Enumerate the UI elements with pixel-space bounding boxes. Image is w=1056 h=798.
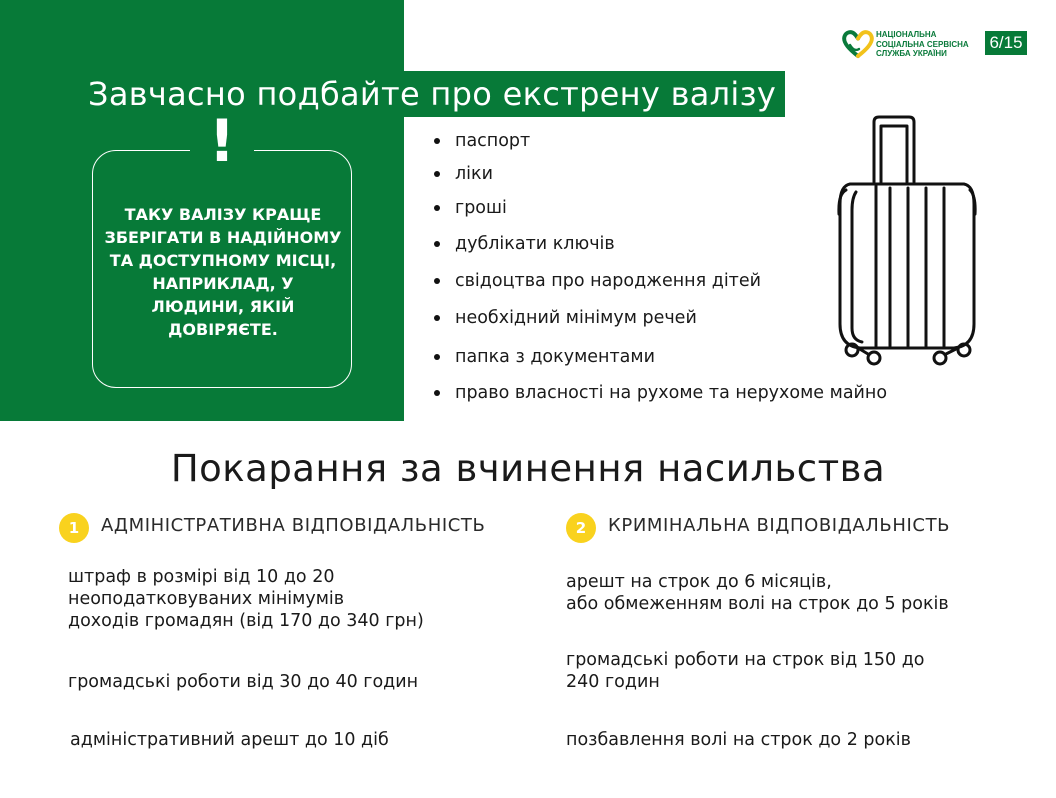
logo-text [876,30,969,59]
list-item: паспорт [434,130,530,152]
bullet-icon [434,390,440,396]
note-text: ТАКУ ВАЛІЗУ КРАЩЕ ЗБЕРІГАТИ В НАДІЙНОМУ ТА ДОСТУПНОМУ МІСЦІ, НАПРИКЛАД, У ЛЮДИНИ, ЯКІЙ ДОВІРЯЄТЕ. [104,205,342,339]
number-badge: 2 [566,513,596,543]
criminal-heading: КРИМІНАЛЬНА ВІДПОВІДАЛЬНІСТЬ [608,515,951,536]
list-item: необхідний мінімум речей [434,307,697,329]
penalty-item: штраф в розмірі від 10 до 20 неоподатковуваних мінімумів доходів громадян (від 170 до 340 грн) [68,567,424,631]
logo-line: СЛУЖБА УКРАЇНИ [876,49,947,58]
list-item: свідоцтва про народження дітей [434,270,761,292]
list-item: право власності на рухоме та нерухоме майно [434,382,887,404]
section-title: Покарання за вчинення насильства [170,447,886,490]
list-item: гроші [434,197,507,219]
bullet-icon [434,315,440,321]
administrative-heading: АДМІНІСТРАТИВНА ВІДПОВІДАЛЬНІСТЬ [101,515,486,536]
bullet-icon [434,278,440,284]
list-item: ліки [434,163,493,185]
logo-line: НАЦІОНАЛЬНА [876,30,937,39]
page-title: Завчасно подбайте про екстрену валізу [88,75,777,113]
penalty-item: позбавлення волі на строк до 2 років [566,730,911,750]
exclamation-icon: ! [208,107,236,175]
page-number: 6/15 [985,31,1027,55]
penalty-item: громадські роботи від 30 до 40 годин [68,672,419,692]
heart-hands-logo-icon [842,29,874,59]
suitcase-icon [836,114,978,370]
penalty-item: адміністративний арешт до 10 діб [70,730,389,750]
list-item: дублікати ключів [434,233,615,255]
bullet-icon [434,205,440,211]
list-item: папка з документами [434,346,655,368]
number-badge: 1 [59,513,89,543]
bullet-icon [434,354,440,360]
penalty-item: арешт на строк до 6 місяців, або обмеженням волі на строк до 5 років [566,572,949,614]
bullet-icon [434,138,440,144]
bullet-icon [434,171,440,177]
organization-logo [842,29,982,59]
bullet-icon [434,241,440,247]
penalty-item: громадські роботи на строк від 150 до 240 годин [566,650,925,692]
logo-line: СОЦІАЛЬНА СЕРВІСНА [876,39,969,49]
